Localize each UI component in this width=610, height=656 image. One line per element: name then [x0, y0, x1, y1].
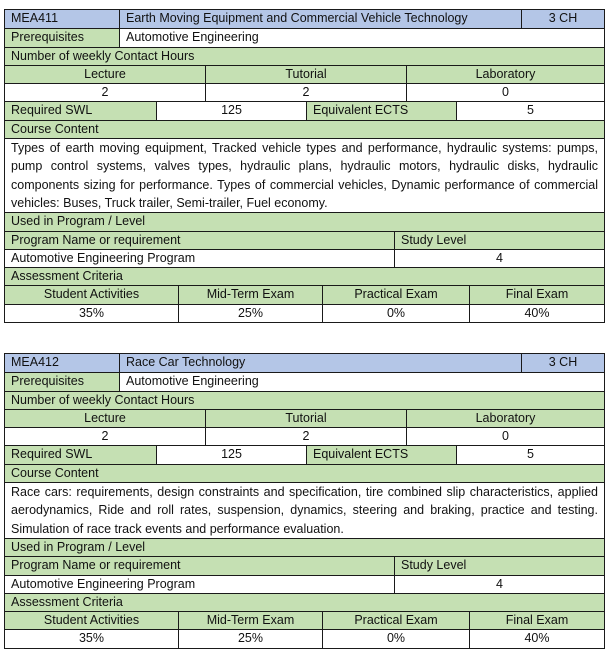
content-label: Course Content — [5, 465, 604, 482]
content-label: Course Content — [5, 121, 604, 138]
final-weight: 40% — [469, 305, 604, 322]
tutorial-header: Tutorial — [205, 66, 406, 83]
student-activities-weight: 35% — [5, 305, 178, 322]
swl-value: 125 — [156, 446, 306, 463]
laboratory-hours: 0 — [406, 428, 604, 445]
student-activities-header: Student Activities — [5, 612, 178, 629]
lecture-header: Lecture — [5, 410, 205, 427]
course-content: Types of earth moving equipment, Tracked vehicle types and performance, hydraulic systems: pumps, pump control systems, valves types, hydraulic plans, hydraulic motors, hydraulic disks, hydraulic components sizing for performance. Types of commercial vehicles, Dynamic performance of commercial vehicles: Buses, Truck trailer, Semi-trailer, Fuel economy. — [5, 139, 604, 212]
ects-value: 5 — [456, 102, 604, 119]
contact-hours-label: Number of weekly Contact Hours — [5, 48, 604, 65]
ects-value: 5 — [456, 446, 604, 463]
tutorial-header: Tutorial — [205, 410, 406, 427]
assessment-value-row — [5, 629, 604, 647]
program-header-row — [5, 231, 604, 249]
workload-row — [5, 101, 604, 119]
course-header-row — [5, 354, 604, 372]
course-content: Race cars: requirements, design constraints and specification, tire combined slip characteristics, applied aerodynamics, Ride and roll rates, suspension, dynamics, steering and braking, practice and testing. Simulation of race track events and performance evaluation. — [5, 483, 604, 538]
contact-hours-label-row — [5, 391, 604, 409]
program-label: Used in Program / Level — [5, 539, 604, 556]
midterm-header: Mid-Term Exam — [178, 286, 322, 303]
ects-label: Equivalent ECTS — [306, 102, 456, 119]
laboratory-header: Laboratory — [406, 66, 604, 83]
assessment-label-row — [5, 267, 604, 285]
course-code: MEA411 — [5, 10, 119, 28]
program-name-header: Program Name or requirement — [5, 557, 394, 574]
final-weight: 40% — [469, 630, 604, 647]
swl-label: Required SWL — [5, 446, 156, 463]
midterm-weight: 25% — [178, 305, 322, 322]
midterm-weight: 25% — [178, 630, 322, 647]
study-level: 4 — [394, 250, 604, 267]
course-code: MEA412 — [5, 354, 119, 372]
lecture-hours: 2 — [5, 428, 205, 445]
assessment-label-row — [5, 593, 604, 611]
assessment-label: Assessment Criteria — [5, 594, 604, 611]
content-row — [5, 138, 604, 212]
contact-hours-header-row — [5, 409, 604, 427]
contact-hours-value-row — [5, 83, 604, 101]
program-label-row — [5, 538, 604, 556]
assessment-header-row — [5, 611, 604, 629]
contact-hours-header-row — [5, 65, 604, 83]
program-value-row — [5, 575, 604, 593]
study-level-header: Study Level — [394, 232, 604, 249]
final-header: Final Exam — [469, 612, 604, 629]
tutorial-hours: 2 — [205, 84, 406, 101]
content-row — [5, 482, 604, 538]
laboratory-header: Laboratory — [406, 410, 604, 427]
lecture-header: Lecture — [5, 66, 205, 83]
credit-hours: 3 CH — [521, 354, 604, 372]
program-label-row — [5, 212, 604, 230]
course-table — [4, 353, 605, 649]
prerequisites-label: Prerequisites — [5, 373, 119, 390]
credit-hours: 3 CH — [521, 10, 604, 28]
assessment-label: Assessment Criteria — [5, 268, 604, 285]
course-header-row — [5, 10, 604, 28]
study-level-header: Study Level — [394, 557, 604, 574]
practical-weight: 0% — [322, 630, 469, 647]
program-label: Used in Program / Level — [5, 213, 604, 230]
program-name: Automotive Engineering Program — [5, 576, 394, 593]
contact-hours-label-row — [5, 47, 604, 65]
prerequisites-row — [5, 372, 604, 390]
program-name: Automotive Engineering Program — [5, 250, 394, 267]
program-value-row — [5, 249, 604, 267]
lecture-hours: 2 — [5, 84, 205, 101]
practical-weight: 0% — [322, 305, 469, 322]
practical-header: Practical Exam — [322, 612, 469, 629]
prerequisites-value: Automotive Engineering — [119, 29, 604, 46]
midterm-header: Mid-Term Exam — [178, 612, 322, 629]
contact-hours-label: Number of weekly Contact Hours — [5, 392, 604, 409]
prerequisites-row — [5, 28, 604, 46]
prerequisites-label: Prerequisites — [5, 29, 119, 46]
assessment-value-row — [5, 304, 604, 322]
student-activities-header: Student Activities — [5, 286, 178, 303]
tutorial-hours: 2 — [205, 428, 406, 445]
study-level: 4 — [394, 576, 604, 593]
workload-row — [5, 445, 604, 463]
program-header-row — [5, 556, 604, 574]
content-label-row — [5, 120, 604, 138]
final-header: Final Exam — [469, 286, 604, 303]
practical-header: Practical Exam — [322, 286, 469, 303]
course-title: Race Car Technology — [119, 354, 521, 372]
content-label-row — [5, 464, 604, 482]
course-table — [4, 9, 605, 323]
program-name-header: Program Name or requirement — [5, 232, 394, 249]
laboratory-hours: 0 — [406, 84, 604, 101]
student-activities-weight: 35% — [5, 630, 178, 647]
swl-label: Required SWL — [5, 102, 156, 119]
course-title: Earth Moving Equipment and Commercial Vehicle Technology — [119, 10, 521, 28]
prerequisites-value: Automotive Engineering — [119, 373, 604, 390]
swl-value: 125 — [156, 102, 306, 119]
ects-label: Equivalent ECTS — [306, 446, 456, 463]
assessment-header-row — [5, 285, 604, 303]
contact-hours-value-row — [5, 427, 604, 445]
